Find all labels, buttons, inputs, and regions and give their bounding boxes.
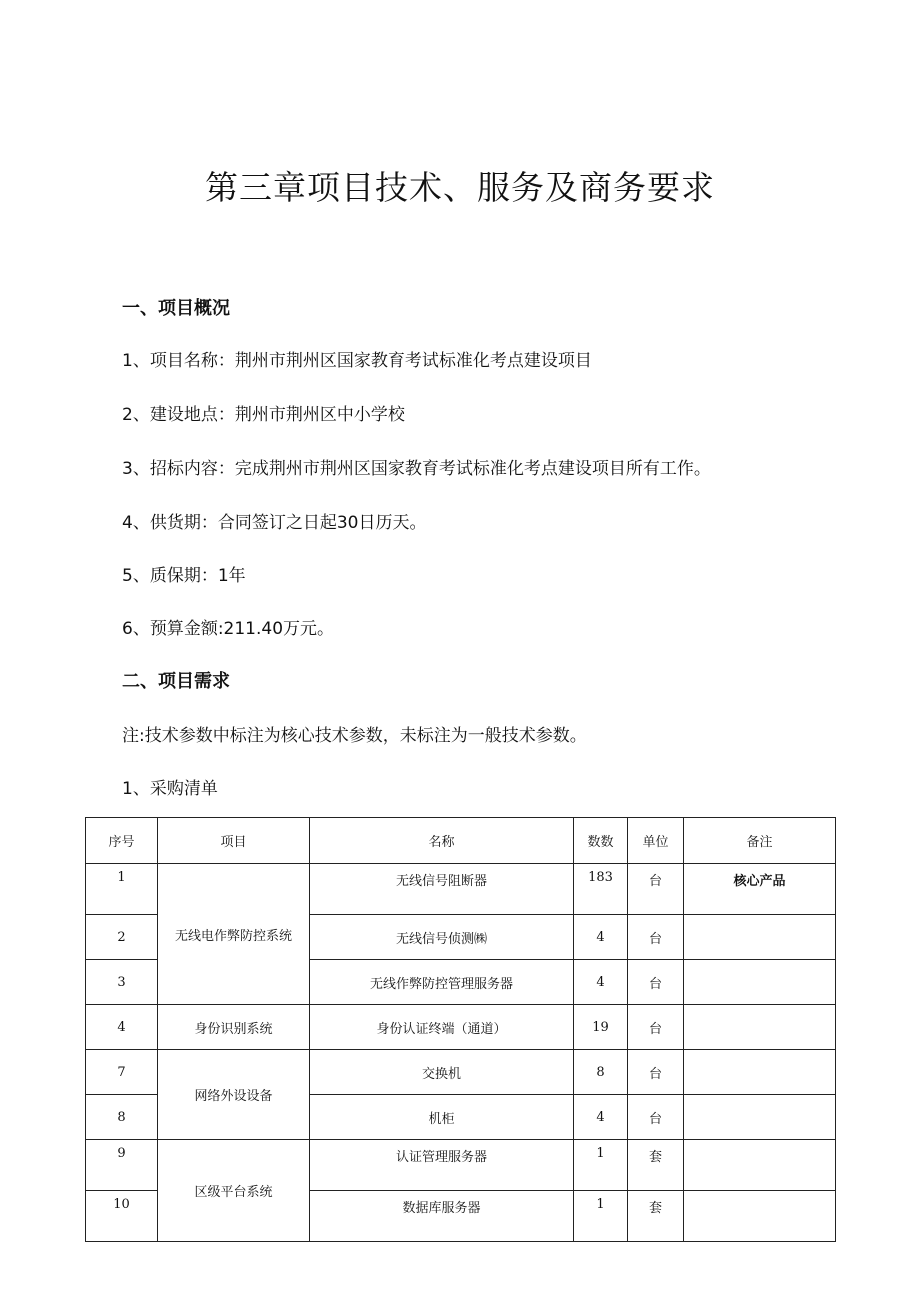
- group-cell: 无线电作弊防控系统: [158, 864, 310, 1005]
- row-unit: 台: [628, 960, 684, 1005]
- overview-item-delivery: 4、供货期：合同签订之日起30日历天。: [122, 513, 427, 533]
- row-name: 无线信号侦测㈱: [310, 915, 574, 960]
- row-name: 机柜: [310, 1095, 574, 1140]
- row-name: 身份认证终端（通道）: [310, 1005, 574, 1050]
- row-no: 2: [86, 915, 158, 960]
- row-qty: 4: [574, 1095, 628, 1140]
- procurement-table: [85, 817, 836, 1242]
- overview-item-project-name: 1、项目名称：荆州市荆州区国家教育考试标准化考点建设项目: [122, 351, 592, 371]
- row-qty: 8: [574, 1050, 628, 1095]
- section-heading-requirements: 二、项目需求: [122, 671, 230, 692]
- row-name: 无线信号阻断器: [310, 864, 574, 915]
- requirements-note: 注:技术参数中标注为核心技术参数，未标注为一般技术参数。: [122, 726, 587, 746]
- group-cell: 区级平台系统: [158, 1140, 310, 1242]
- row-name: 认证管理服务器: [310, 1140, 574, 1191]
- row-qty: 19: [574, 1005, 628, 1050]
- row-name: 交换机: [310, 1050, 574, 1095]
- row-unit: 套: [628, 1191, 684, 1242]
- row-unit: 台: [628, 915, 684, 960]
- row-qty: 183: [574, 864, 628, 915]
- row-qty: 1: [574, 1140, 628, 1191]
- row-remark: [684, 1140, 836, 1191]
- row-unit: 套: [628, 1140, 684, 1191]
- header-qty: 数数: [574, 818, 628, 864]
- overview-item-scope: 3、招标内容：完成荆州市荆州区国家教育考试标准化考点建设项目所有工作。: [122, 459, 711, 479]
- overview-item-location: 2、建设地点：荆州市荆州区中小学校: [122, 405, 405, 425]
- row-qty: 4: [574, 915, 628, 960]
- row-no: 1: [86, 864, 158, 915]
- group-cell: 身份识别系统: [158, 1005, 310, 1050]
- header-unit: 单位: [628, 818, 684, 864]
- row-remark: [684, 1050, 836, 1095]
- row-no: 8: [86, 1095, 158, 1140]
- table-row: [86, 1005, 836, 1050]
- row-no: 9: [86, 1140, 158, 1191]
- row-no: 3: [86, 960, 158, 1005]
- row-unit: 台: [628, 1005, 684, 1050]
- section-heading-overview: 一、项目概况: [122, 298, 230, 319]
- row-name: 无线作弊防控管理服务器: [310, 960, 574, 1005]
- group-cell: 网络外设设备: [158, 1050, 310, 1140]
- table-header-row: [86, 818, 836, 864]
- row-qty: 1: [574, 1191, 628, 1242]
- header-name: 名称: [310, 818, 574, 864]
- row-remark: [684, 1005, 836, 1050]
- row-name: 数据库服务器: [310, 1191, 574, 1242]
- row-unit: 台: [628, 1095, 684, 1140]
- row-remark: [684, 915, 836, 960]
- row-remark: [684, 1095, 836, 1140]
- header-no: 序号: [86, 818, 158, 864]
- row-unit: 台: [628, 1050, 684, 1095]
- row-remark: 核心产品: [684, 864, 836, 915]
- row-no: 10: [86, 1191, 158, 1242]
- table-row: [86, 1140, 836, 1191]
- row-remark: [684, 960, 836, 1005]
- overview-item-budget: 6、预算金额:211.40万元。: [122, 619, 335, 639]
- row-remark: [684, 1191, 836, 1242]
- row-no: 4: [86, 1005, 158, 1050]
- header-project: 项目: [158, 818, 310, 864]
- table-row: [86, 1050, 836, 1095]
- row-unit: 台: [628, 864, 684, 915]
- row-no: 7: [86, 1050, 158, 1095]
- procurement-list-title: 1、采购清单: [122, 779, 218, 799]
- table-row: [86, 864, 836, 915]
- header-remark: 备注: [684, 818, 836, 864]
- page-title: 第三章项目技术、服务及商务要求: [205, 168, 715, 207]
- row-qty: 4: [574, 960, 628, 1005]
- overview-item-warranty: 5、质保期：1年: [122, 566, 246, 586]
